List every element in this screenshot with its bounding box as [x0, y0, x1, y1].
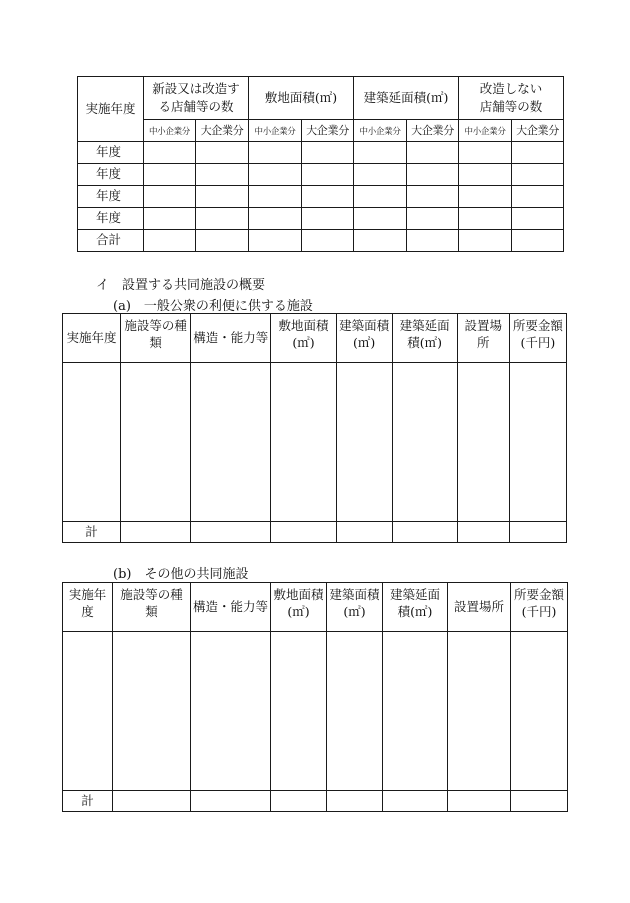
sub-header-large: 大企業分 [306, 124, 349, 138]
table-cell[interactable] [407, 164, 459, 186]
table-cell[interactable] [327, 632, 383, 791]
header-required-cost [509, 314, 566, 363]
table-cell[interactable] [457, 363, 509, 522]
table-cell[interactable] [407, 208, 459, 230]
table-row [78, 142, 564, 164]
header-facility-type-line2: 類 [145, 603, 158, 619]
table-cell[interactable] [196, 208, 249, 230]
header-building-area-line1: 建築面積 [339, 318, 390, 333]
table-cell[interactable] [354, 230, 407, 252]
header-site-area-line2: (㎡) [292, 334, 315, 350]
table-cell[interactable] [459, 142, 512, 164]
table-cell[interactable] [354, 164, 407, 186]
table-cell[interactable] [511, 632, 568, 791]
header-cost-line1: 所要金額 [512, 318, 563, 333]
table-row [63, 632, 568, 791]
table-cell[interactable] [196, 164, 249, 186]
row-label-year: 年度 [78, 164, 144, 186]
table-cell[interactable] [144, 186, 196, 208]
header-site-area-line2: (㎡) [287, 603, 310, 619]
table-cell[interactable] [512, 230, 564, 252]
table-cell[interactable] [448, 791, 511, 812]
table-cell[interactable] [354, 208, 407, 230]
table-cell[interactable] [302, 164, 354, 186]
table-cell[interactable] [191, 363, 271, 522]
table-cell[interactable] [191, 522, 271, 543]
section-heading-other-facilities: (b) その他の共同施設 [113, 567, 249, 582]
table-row [78, 186, 564, 208]
sub-header-large: 大企業分 [200, 124, 244, 138]
header-location: 設置場所 [448, 583, 511, 632]
table-cell[interactable] [113, 632, 191, 791]
header-unremodeled-line1: 改造しない [479, 80, 543, 96]
table-cell[interactable] [354, 142, 407, 164]
header-site-area-line1: 敷地面積 [278, 318, 329, 333]
row-label-total: 計 [63, 522, 121, 543]
header-total-floor-area [383, 583, 448, 632]
table-row [78, 164, 564, 186]
table-cell[interactable] [144, 230, 196, 252]
section-heading-public-facilities: (a) 一般公衆の利便に供する施設 [113, 299, 313, 314]
header-site-area: 敷地面積(㎡) [249, 77, 354, 120]
header-floor-area-line2: 積(㎡) [407, 334, 443, 350]
table-cell[interactable] [459, 164, 512, 186]
header-cost-line2: (千円) [521, 603, 557, 619]
table-cell[interactable] [383, 632, 448, 791]
header-cost-line1: 所要金額 [513, 587, 564, 602]
header-building-area-line1: 建築面積 [329, 587, 380, 602]
table-cell[interactable] [512, 208, 564, 230]
header-building-area-line2: (㎡) [343, 603, 366, 619]
header-location-line2: 所 [477, 334, 490, 350]
table-cell[interactable] [144, 208, 196, 230]
table-cell[interactable] [459, 230, 512, 252]
header-year-line1: 実施年 [68, 587, 107, 602]
table-cell[interactable] [512, 186, 564, 208]
table-cell[interactable] [336, 522, 392, 543]
header-new-stores-line1: 新設又は改造す [152, 80, 240, 96]
table-cell[interactable] [144, 142, 196, 164]
sub-header-sme: 中小企業分 [148, 127, 190, 138]
table-cell[interactable] [271, 363, 336, 522]
public-facilities-table [62, 313, 567, 543]
table-cell[interactable] [271, 791, 327, 812]
table-row [63, 363, 567, 522]
section-heading-shared-facilities: イ 設置する共同施設の概要 [96, 278, 266, 293]
table-cell[interactable] [249, 142, 302, 164]
table-cell[interactable] [511, 791, 568, 812]
header-structure-capacity: 構造・能力等 [191, 583, 271, 632]
row-label-year: 年度 [78, 208, 144, 230]
row-label-year: 年度 [78, 186, 144, 208]
table-cell[interactable] [392, 363, 457, 522]
header-total-floor-area [392, 314, 457, 363]
header-building-area-line2: (㎡) [352, 334, 376, 350]
header-year-line2: 度 [81, 603, 94, 619]
sub-header-large: 大企業分 [516, 124, 559, 138]
header-structure-capacity: 構造・能力等 [191, 314, 271, 363]
header-floor-area-line1: 建築延面 [399, 318, 450, 333]
sub-header-large: 大企業分 [411, 124, 454, 138]
header-new-stores-line2: る店舗等の数 [158, 99, 234, 114]
header-implementation-year: 実施年度 [63, 314, 121, 363]
header-facility-type-line2: 類 [149, 334, 162, 350]
header-required-cost [511, 583, 568, 632]
table-cell[interactable] [302, 186, 354, 208]
table-cell[interactable] [512, 142, 564, 164]
header-facility-type-line1: 施設等の種 [124, 318, 187, 333]
table-cell[interactable] [196, 230, 249, 252]
header-facility-type [113, 583, 191, 632]
table-cell[interactable] [121, 363, 191, 522]
table-cell[interactable] [302, 142, 354, 164]
table-cell[interactable] [196, 142, 249, 164]
header-cost-line2: (千円) [520, 334, 556, 350]
table-cell[interactable] [459, 186, 512, 208]
table-cell[interactable] [407, 186, 459, 208]
table-cell[interactable] [249, 186, 302, 208]
header-implementation-year [63, 583, 113, 632]
table-row-total [63, 791, 568, 812]
table-cell[interactable] [271, 522, 336, 543]
table-cell[interactable] [63, 363, 121, 522]
table-cell[interactable] [302, 208, 354, 230]
row-label-total: 合計 [78, 230, 144, 252]
header-new-or-remodeled-stores [144, 77, 249, 120]
header-facility-type-line1: 施設等の種 [120, 587, 183, 602]
header-building-area [327, 583, 383, 632]
header-unremodeled-line2: 店舗等の数 [479, 99, 543, 114]
table-row-total [78, 230, 564, 252]
sub-header-sme: 中小企業分 [359, 127, 401, 138]
header-site-area-line1: 敷地面積 [273, 587, 324, 602]
table-row [78, 208, 564, 230]
table-cell[interactable] [354, 186, 407, 208]
table-cell[interactable] [509, 522, 566, 543]
header-site-area [271, 314, 336, 363]
table-cell[interactable] [407, 142, 459, 164]
header-floor-area-line1: 建築延面 [389, 587, 440, 602]
header-facility-type [121, 314, 191, 363]
table-cell[interactable] [302, 230, 354, 252]
table-cell[interactable] [383, 791, 448, 812]
table-row-total [63, 522, 567, 543]
header-total-floor-area: 建築延面積(㎡) [354, 77, 459, 120]
table-cell[interactable] [249, 164, 302, 186]
header-implementation-year: 実施年度 [78, 77, 144, 142]
other-facilities-table [62, 582, 568, 812]
table-cell[interactable] [392, 522, 457, 543]
table-cell[interactable] [271, 632, 327, 791]
table-cell[interactable] [327, 791, 383, 812]
table-cell[interactable] [191, 791, 271, 812]
table-cell[interactable] [144, 164, 196, 186]
table-cell[interactable] [509, 363, 566, 522]
header-floor-area-line2: 積(㎡) [397, 603, 433, 619]
store-count-area-table [77, 76, 564, 252]
table-cell[interactable] [457, 522, 509, 543]
row-label-year: 年度 [78, 142, 144, 164]
row-label-total: 計 [63, 791, 113, 812]
table-cell[interactable] [121, 522, 191, 543]
table-cell[interactable] [336, 363, 392, 522]
table-cell[interactable] [459, 208, 512, 230]
header-site-area [271, 583, 327, 632]
table-cell[interactable] [512, 164, 564, 186]
table-cell[interactable] [196, 186, 249, 208]
table-cell[interactable] [63, 632, 113, 791]
header-location [457, 314, 509, 363]
table-cell[interactable] [113, 791, 191, 812]
sub-header-sme: 中小企業分 [254, 127, 296, 138]
sub-header-sme: 中小企業分 [464, 127, 506, 138]
header-unremodeled-stores [459, 77, 564, 120]
table-cell[interactable] [191, 632, 271, 791]
table-cell[interactable] [407, 230, 459, 252]
table-cell[interactable] [249, 230, 302, 252]
table-cell[interactable] [249, 208, 302, 230]
table-cell[interactable] [448, 632, 511, 791]
header-location-line1: 設置場 [464, 318, 503, 333]
header-building-area [336, 314, 392, 363]
